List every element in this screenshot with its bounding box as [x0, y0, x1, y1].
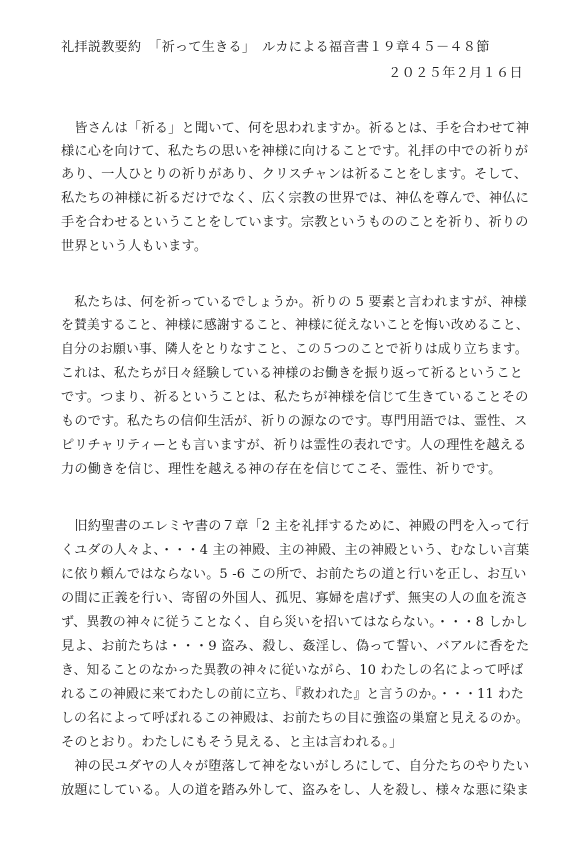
paragraph-line: 旧約聖書のエレミヤ書の７章「2 主を礼拝するために、神殿の門を入って行	[61, 519, 530, 534]
paragraph-line: 世界という人もいます。	[61, 239, 208, 254]
paragraph-line: あり、一人ひとりの祈りがあり、クリスチャンは祈ることをします。そして、	[61, 167, 528, 182]
paragraph-line: そのとおり。わたしにもそう見える、と主は言われる。」	[61, 735, 403, 750]
paragraph-line: ず、異教の神々に従うことなく、自ら災いを招いてはならない。・・・8 しかし	[61, 615, 529, 630]
paragraph-line: くユダの人々よ、・・・4 主の神殿、主の神殿、主の神殿という、むなしい言葉	[61, 543, 530, 558]
paragraph-line: れるこの神殿に来てわたしの前に立ち、『救われた』と言うのか。・・・11 わた	[61, 687, 525, 702]
paragraph-line: 神の民ユダヤの人々が堕落して神をないがしろにして、自分たちのやりたい	[61, 759, 530, 774]
paragraph-line: これは、私たちが日々経験している神様のお働きを振り返って祈るということ	[61, 366, 524, 381]
paragraph-line: 放題にしている。人の道を踏み外して、盗みをし、人を殺し、様々な悪に染ま	[61, 783, 530, 798]
sermon-title-line: 礼拝説教要約 「祈って生きる」 ルカによる福音書１９章４５－４８節	[61, 40, 490, 55]
paragraph-line: 様に心を向けて、私たちの思いを神様に向けることです。礼拝の中での祈りが	[61, 144, 529, 159]
paragraph-line: を賛美すること、神様に感謝すること、神様に従えないことを悔い改めること、	[61, 318, 529, 333]
sermon-date: ２０２５年２月１６日	[388, 66, 523, 81]
paragraph-line: 手を合わせるということをしています。宗教というもののことを祈り、祈りの	[61, 215, 529, 230]
paragraph-line: ピリチャリティーとも言いますが、祈りは霊性の表れです。人の理性を越える	[61, 438, 527, 453]
paragraph-line: の間に正義を行い、寄留の外国人、孤児、寡婦を虐げず、無実の人の血を流さ	[61, 591, 529, 606]
paragraph-line: 見よ、お前たちは・・・9 盗み、殺し、姦淫し、偽って誓い、バアルに香をた	[61, 639, 530, 654]
paragraph-line: 自分のお願い事、隣人をとりなすこと、この５つのことで祈りは成り立ちます。	[61, 342, 528, 357]
paragraph-line: 私たちは、何を祈っているでしょうか。祈りの 5 要素と言われますが、神様	[61, 295, 527, 310]
paragraph-line: 力の働きを信じ、理性を越える神の存在を信じてこそ、霊性、祈りです。	[61, 462, 502, 477]
paragraph-line: に依り頼んではならない。5 -6 この所で、お前たちの道と行いを正し、お互い	[61, 567, 527, 582]
paragraph-line: き、知ることのなかった異教の神々に従いながら、10 わたしの名によって呼ば	[61, 663, 524, 678]
paragraph-line: 私たちの神様に祈るだけでなく、広く宗教の世界では、神仏を尊んで、神仏に	[61, 191, 530, 206]
paragraph-line: 皆さんは「祈る」と聞いて、何を思われますか。祈るとは、手を合わせて神	[61, 121, 530, 136]
paragraph-line: しの名によって呼ばれるこの神殿は、お前たちの目に強盗の巣窟と見えるのか。	[61, 711, 529, 726]
paragraph-line: です。つまり、祈るということは、私たちが神様を信じて生きていることその	[61, 390, 529, 405]
paragraph-line: ものです。私たちの信仰生活が、祈りの源なのです。専門用語では、霊性、ス	[61, 414, 528, 429]
